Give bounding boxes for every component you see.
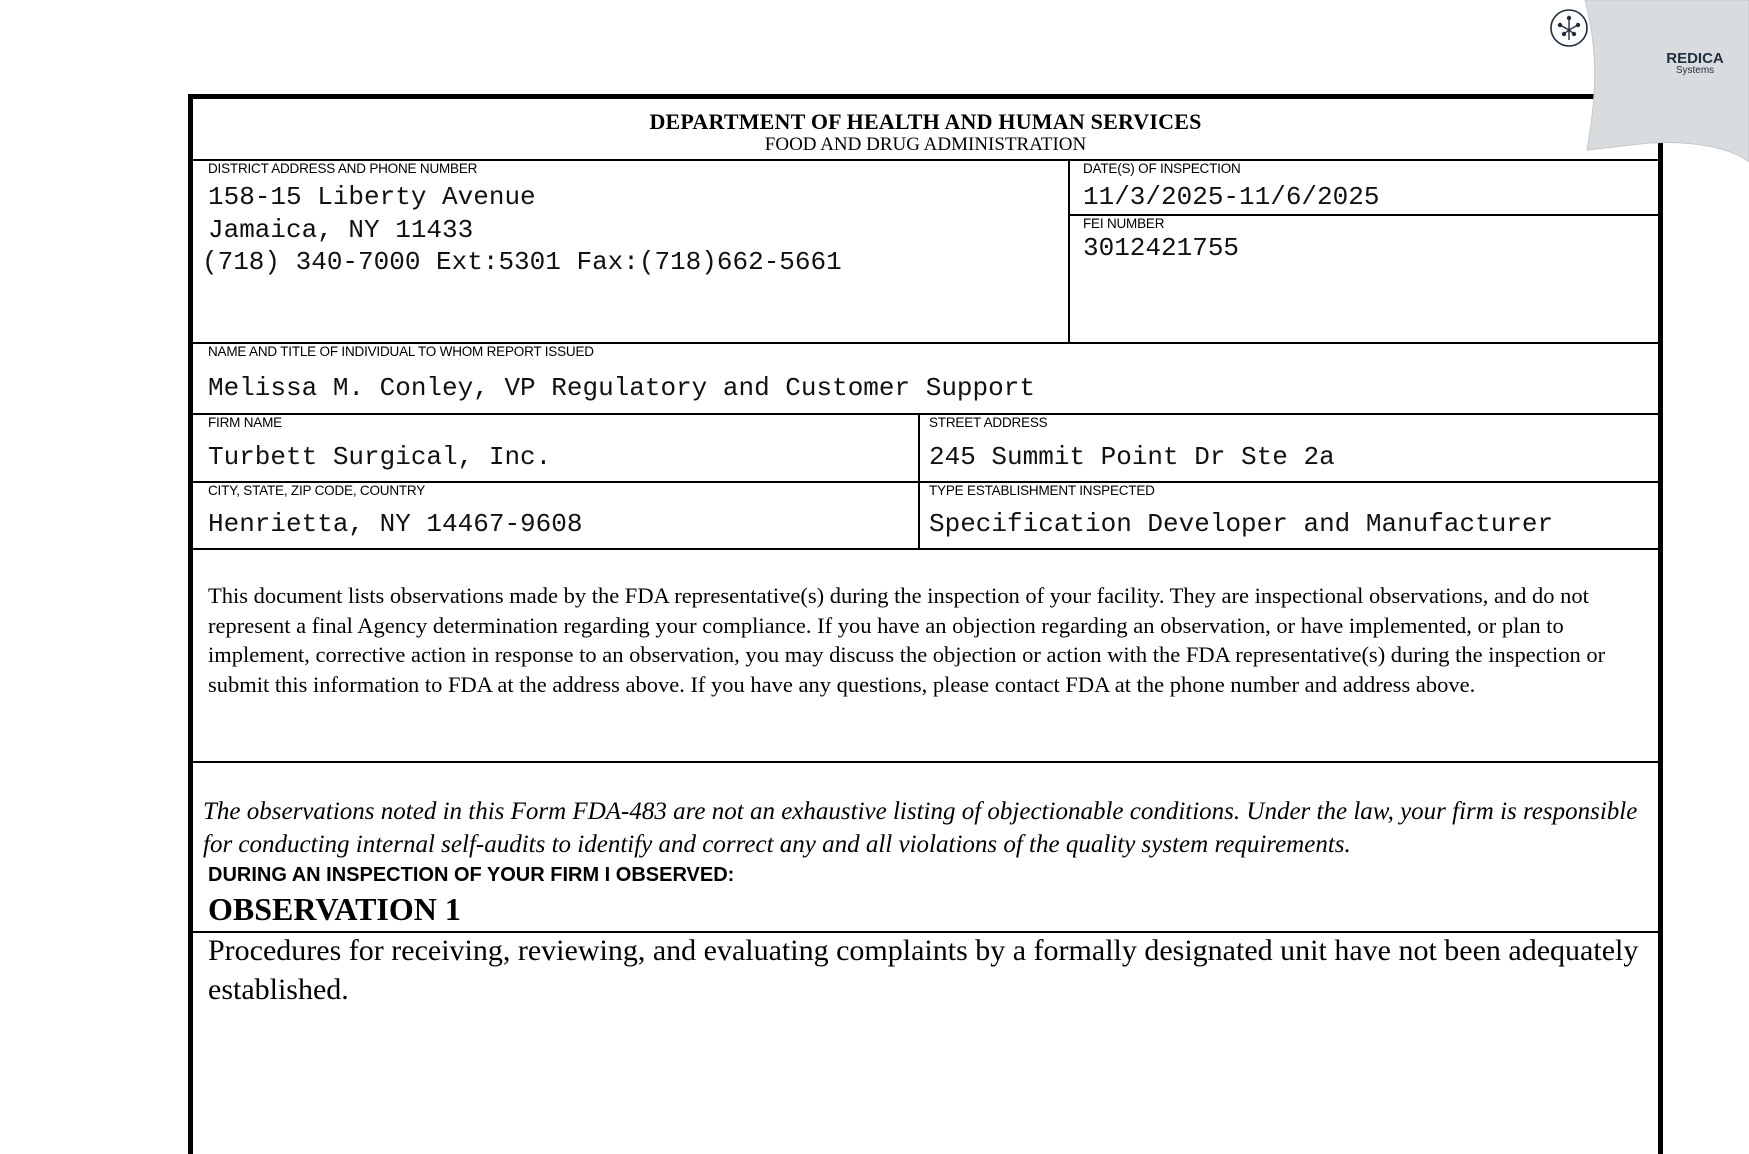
city-value: Henrietta, NY 14467-9608 xyxy=(208,509,583,539)
observation-text: Procedures for receiving, reviewing, and evaluating complaints by a formally designated unit have not been adequately established. xyxy=(208,934,1639,1006)
brand-tagline: Systems xyxy=(1675,65,1715,76)
report-issued-value: Melissa M. Conley, VP Regulatory and Customer Support xyxy=(208,373,1035,403)
notice-paragraph: The observations noted in this Form FDA-483 are not an exhaustive listing of objectionable conditions. Under the law, your firm is responsible for conducting internal self-audits to identify and correct any and all violations of the quality system requirements. xyxy=(203,798,1638,858)
district-phone: (718) 340-7000 Ext:5301 Fax:(718)662-5661 xyxy=(202,247,842,277)
inspection-dates-value: 11/3/2025-11/6/2025 xyxy=(1083,182,1380,212)
observations-heading: DURING AN INSPECTION OF YOUR FIRM I OBSERVED: xyxy=(208,864,735,886)
agency-subtitle: FOOD AND DRUG ADMINISTRATION xyxy=(764,134,1087,155)
fei-label: FEI NUMBER xyxy=(1083,216,1165,231)
firm-name-label: FIRM NAME xyxy=(208,415,282,430)
fda-483-form xyxy=(188,94,1663,1154)
firm-name-value: Turbett Surgical, Inc. xyxy=(208,442,552,472)
divider xyxy=(193,413,1658,415)
street-address-value: 245 Summit Point Dr Ste 2a xyxy=(929,442,1335,472)
inspection-dates-label: DATE(S) OF INSPECTION xyxy=(1083,161,1241,176)
district-label: DISTRICT ADDRESS AND PHONE NUMBER xyxy=(208,161,478,176)
divider xyxy=(193,548,1658,550)
fei-value: 3012421755 xyxy=(1083,233,1240,263)
observation-number: OBSERVATION 1 xyxy=(208,891,461,927)
divider xyxy=(193,761,1658,763)
brand-badge xyxy=(1549,0,1749,162)
report-issued-label: NAME AND TITLE OF INDIVIDUAL TO WHOM REPORT ISSUED xyxy=(208,344,594,359)
street-address-label: STREET ADDRESS xyxy=(929,415,1048,430)
establishment-type-label: TYPE ESTABLISHMENT INSPECTED xyxy=(929,483,1155,498)
district-line-1: 158-15 Liberty Avenue xyxy=(208,182,536,212)
divider xyxy=(1068,159,1070,343)
brand-name: REDICA xyxy=(1666,50,1724,67)
establishment-type-value: Specification Developer and Manufacturer xyxy=(929,509,1554,539)
redica-logo-icon xyxy=(1549,8,1589,48)
disclaimer-paragraph: This document lists observations made by the FDA representative(s) during the inspection of your facility. They are inspectional observations, and do not represent a final Agency determination regarding your compliance. If you have an objection regarding an observation, or have implemented, or plan to implement, corrective action in response to an observation, you may discuss the objection or action with the FDA representative(s) during the inspection or submit this information to FDA at the address above. If you have any questions, please contact FDA at the phone number and address above. xyxy=(208,583,1606,697)
city-label: CITY, STATE, ZIP CODE, COUNTRY xyxy=(208,483,426,498)
department-title: DEPARTMENT OF HEALTH AND HUMAN SERVICES xyxy=(649,109,1202,134)
district-line-2: Jamaica, NY 11433 xyxy=(208,215,474,245)
